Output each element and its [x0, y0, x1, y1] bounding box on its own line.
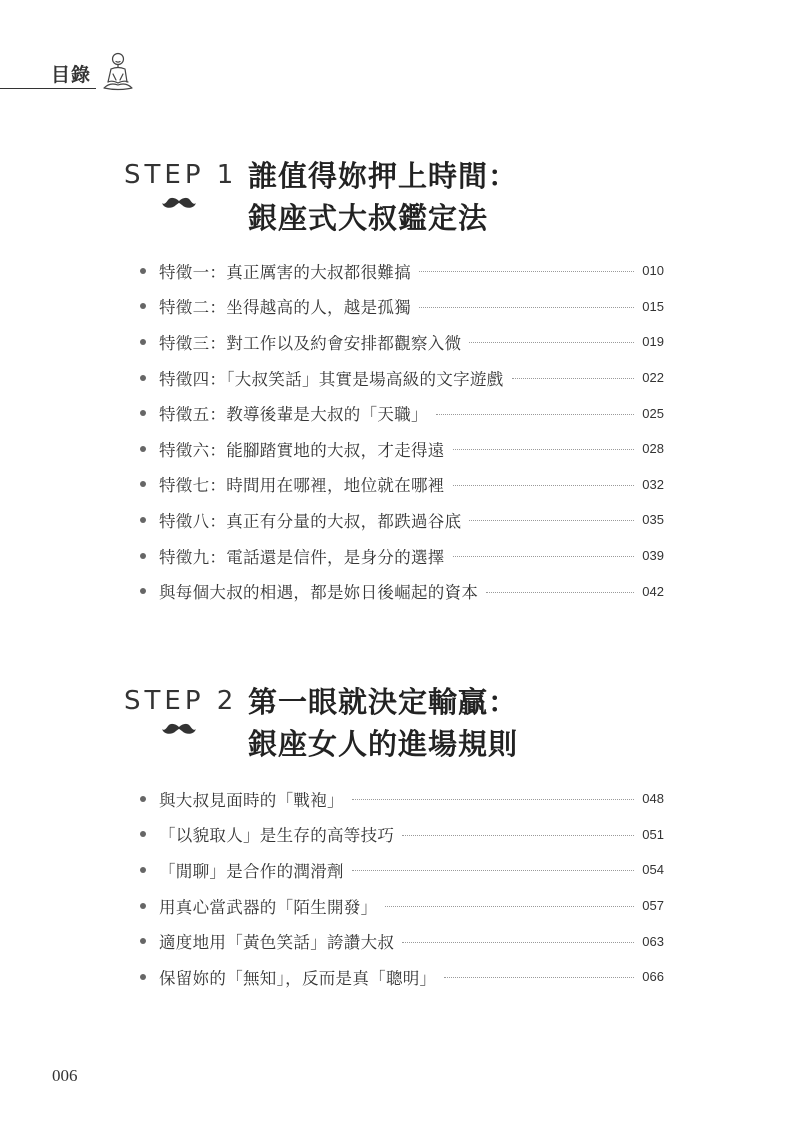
bullet-icon — [140, 831, 146, 837]
entry-title: 特徵三：對工作以及約會安排都觀察入微 — [159, 333, 462, 353]
header-title: 目錄 — [51, 64, 92, 86]
section-title-line2: 銀座女人的進場規則 — [248, 727, 519, 761]
toc-entry[interactable] — [140, 467, 664, 503]
toc-entry[interactable] — [140, 502, 664, 538]
toc-entry[interactable] — [140, 817, 664, 853]
dot-leader — [469, 342, 634, 343]
toc-entry[interactable] — [140, 573, 664, 609]
bullet-icon — [140, 517, 146, 523]
bullet-icon — [140, 938, 146, 944]
entry-page: 066 — [642, 969, 664, 985]
toc-entry[interactable] — [140, 538, 664, 574]
bullet-icon — [140, 375, 146, 381]
dot-leader — [512, 378, 635, 379]
bullet-icon — [140, 410, 146, 416]
entry-page: 039 — [642, 548, 664, 564]
dot-leader — [402, 942, 634, 943]
entry-page: 057 — [642, 898, 664, 914]
entry-title: 特徵七：時間用在哪裡，地位就在哪裡 — [159, 476, 445, 496]
toc-entry[interactable] — [140, 324, 664, 360]
entry-title: 特徵九：電話還是信件，是身分的選擇 — [159, 547, 445, 567]
toc-list — [140, 253, 664, 609]
step-label: STEP 2 — [124, 686, 238, 716]
entry-page: 042 — [642, 583, 664, 599]
dot-leader — [352, 799, 634, 800]
bullet-icon — [140, 553, 146, 559]
entry-page: 010 — [642, 263, 664, 279]
entry-title: 特徵四：「大叔笑話」其實是場高級的文字遊戲 — [159, 369, 504, 389]
page-number: 006 — [52, 1066, 78, 1085]
toc-entry[interactable] — [140, 923, 664, 959]
entry-title: 特徵六：能腳踏實地的大叔，才走得遠 — [159, 440, 445, 460]
sitting-man-icon — [96, 50, 140, 94]
bullet-icon — [140, 339, 146, 345]
toc-entry[interactable] — [140, 959, 664, 995]
entry-title: 特徵二：坐得越高的人，越是孤獨 — [159, 298, 411, 318]
entry-page: 028 — [642, 441, 664, 457]
entry-title: 「以貌取人」是生存的高等技巧 — [159, 826, 395, 846]
entry-title: 用真心當武器的「陌生開發」 — [159, 897, 378, 917]
entry-page: 025 — [642, 405, 664, 421]
toc-entry[interactable] — [140, 852, 664, 888]
section-title — [248, 681, 518, 765]
dot-leader — [453, 556, 635, 557]
toc-entry[interactable] — [140, 253, 664, 289]
mustache-icon — [162, 196, 196, 210]
dot-leader — [453, 485, 635, 486]
dot-leader — [385, 906, 634, 907]
dot-leader — [352, 870, 634, 871]
bullet-icon — [140, 796, 146, 802]
entry-title: 特徵一：真正厲害的大叔都很難搞 — [159, 262, 411, 282]
entry-page: 054 — [642, 862, 664, 878]
toc-entry[interactable] — [140, 431, 664, 467]
toc-entry[interactable] — [140, 395, 664, 431]
toc-list — [140, 781, 664, 995]
dot-leader — [419, 307, 634, 308]
entry-page: 051 — [642, 826, 664, 842]
dot-leader — [469, 520, 634, 521]
toc-entry[interactable] — [140, 781, 664, 817]
step-label: STEP 1 — [124, 160, 238, 190]
entry-page: 019 — [642, 334, 664, 350]
dot-leader — [419, 271, 634, 272]
entry-page: 022 — [642, 370, 664, 386]
section-title — [248, 155, 518, 239]
bullet-icon — [140, 481, 146, 487]
bullet-icon — [140, 867, 146, 873]
entry-page: 063 — [642, 933, 664, 949]
dot-leader — [402, 835, 634, 836]
section-title-line1: 誰值得妳押上時間： — [248, 159, 519, 193]
dot-leader — [436, 414, 634, 415]
header-rule — [0, 88, 96, 89]
entry-title: 與大叔見面時的「戰袍」 — [159, 790, 344, 810]
toc-entry[interactable] — [140, 360, 664, 396]
bullet-icon — [140, 588, 146, 594]
entry-page: 015 — [642, 298, 664, 314]
entry-title: 適度地用「黃色笑話」誇讚大叔 — [159, 933, 395, 953]
entry-page: 035 — [642, 512, 664, 528]
bullet-icon — [140, 903, 146, 909]
page-header — [0, 50, 140, 100]
bullet-icon — [140, 303, 146, 309]
mustache-icon — [162, 722, 196, 736]
entry-title: 保留妳的「無知」，反而是真「聰明」 — [159, 968, 437, 988]
dot-leader — [444, 977, 634, 978]
bullet-icon — [140, 446, 146, 452]
entry-title: 與每個大叔的相遇，都是妳日後崛起的資本 — [159, 583, 479, 603]
section-title-line2: 銀座式大叔鑑定法 — [248, 201, 489, 235]
bullet-icon — [140, 268, 146, 274]
entry-page: 048 — [642, 791, 664, 807]
entry-title: 特徵八：真正有分量的大叔，都跌過谷底 — [159, 511, 462, 531]
bullet-icon — [140, 974, 146, 980]
entry-page: 032 — [642, 476, 664, 492]
entry-title: 「閒聊」是合作的潤滑劑 — [159, 861, 344, 881]
section-title-line1: 第一眼就決定輸贏： — [248, 685, 519, 719]
toc-entry[interactable] — [140, 888, 664, 924]
dot-leader — [453, 449, 635, 450]
entry-title: 特徵五：教導後輩是大叔的「天職」 — [159, 405, 428, 425]
dot-leader — [486, 592, 634, 593]
toc-entry[interactable] — [140, 289, 664, 325]
